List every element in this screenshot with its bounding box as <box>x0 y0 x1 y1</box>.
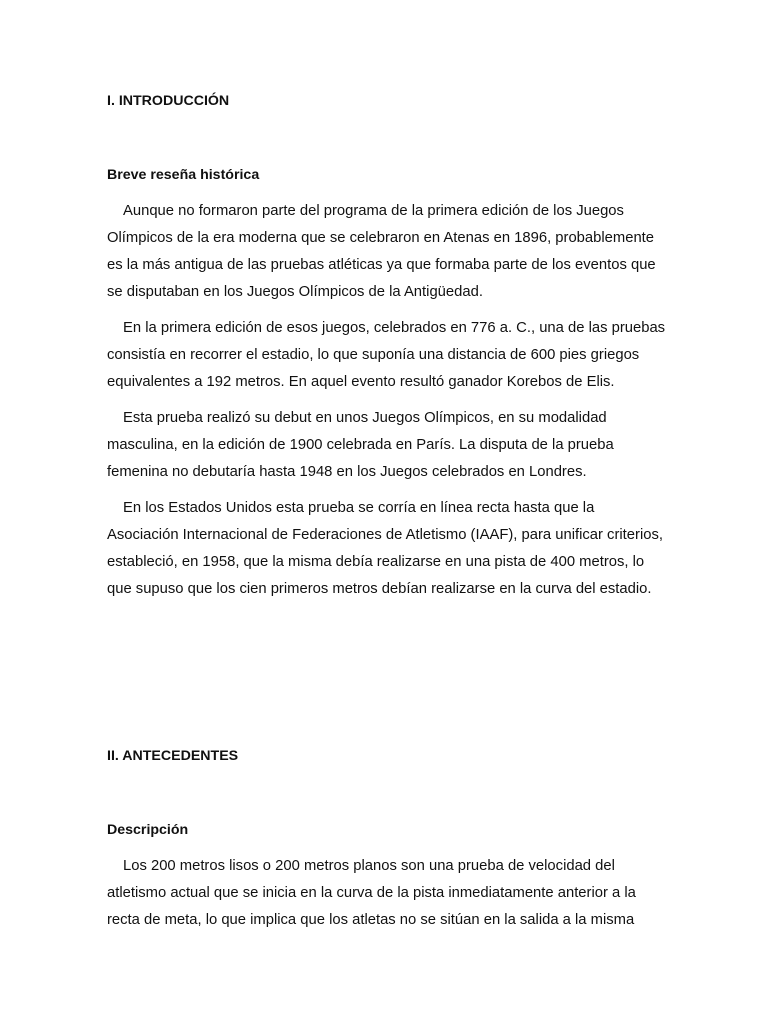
section-heading-introduccion: I. INTRODUCCIÓN <box>107 93 230 109</box>
paragraph: Esta prueba realizó su debut en unos Juegos Olímpicos, en su modalidad masculina, en la edición de 1900 celebrada en París. La disputa de la prueba femenina no debutaría hasta 1948 en los Juegos celebrados en Londres. <box>107 410 614 480</box>
subheading-resena-historica: Breve reseña histórica <box>107 167 260 183</box>
paragraph: Los 200 metros lisos o 200 metros planos son una prueba de velocidad del atletismo actual que se inicia en la curva de la pista inmediatamente anterior a la recta de meta, lo que implica que los atletas no se sitúan en la salida a la misma <box>107 858 636 928</box>
introduccion-body <box>107 198 667 612</box>
paragraph: Aunque no formaron parte del programa de la primera edición de los Juegos Olímpicos de la era moderna que se celebraron en Atenas en 1896, probablemente es la más antigua de las pruebas atléticas ya que formaba parte de los eventos que se disputaban en los Juegos Olímpicos de la Antigüedad. <box>107 203 656 300</box>
paragraph: En la primera edición de esos juegos, celebrados en 776 a. C., una de las pruebas consistía en recorrer el estadio, lo que suponía una distancia de 600 pies griegos equivalentes a 192 metros. En aquel evento resultó ganador Korebos de Elis. <box>107 320 666 390</box>
paragraph: En los Estados Unidos esta prueba se corría en línea recta hasta que la Asociación Internacional de Federaciones de Atletismo (IAAF), para unificar criterios, estableció, en 1958, que la misma debía realizarse en una pista de 400 metros, lo que supuso que los cien primeros metros debían realizarse en la curva del estadio. <box>107 500 663 597</box>
subheading-descripcion: Descripción <box>107 822 189 838</box>
antecedentes-body <box>107 853 667 943</box>
section-heading-antecedentes: II. ANTECEDENTES <box>107 748 239 764</box>
